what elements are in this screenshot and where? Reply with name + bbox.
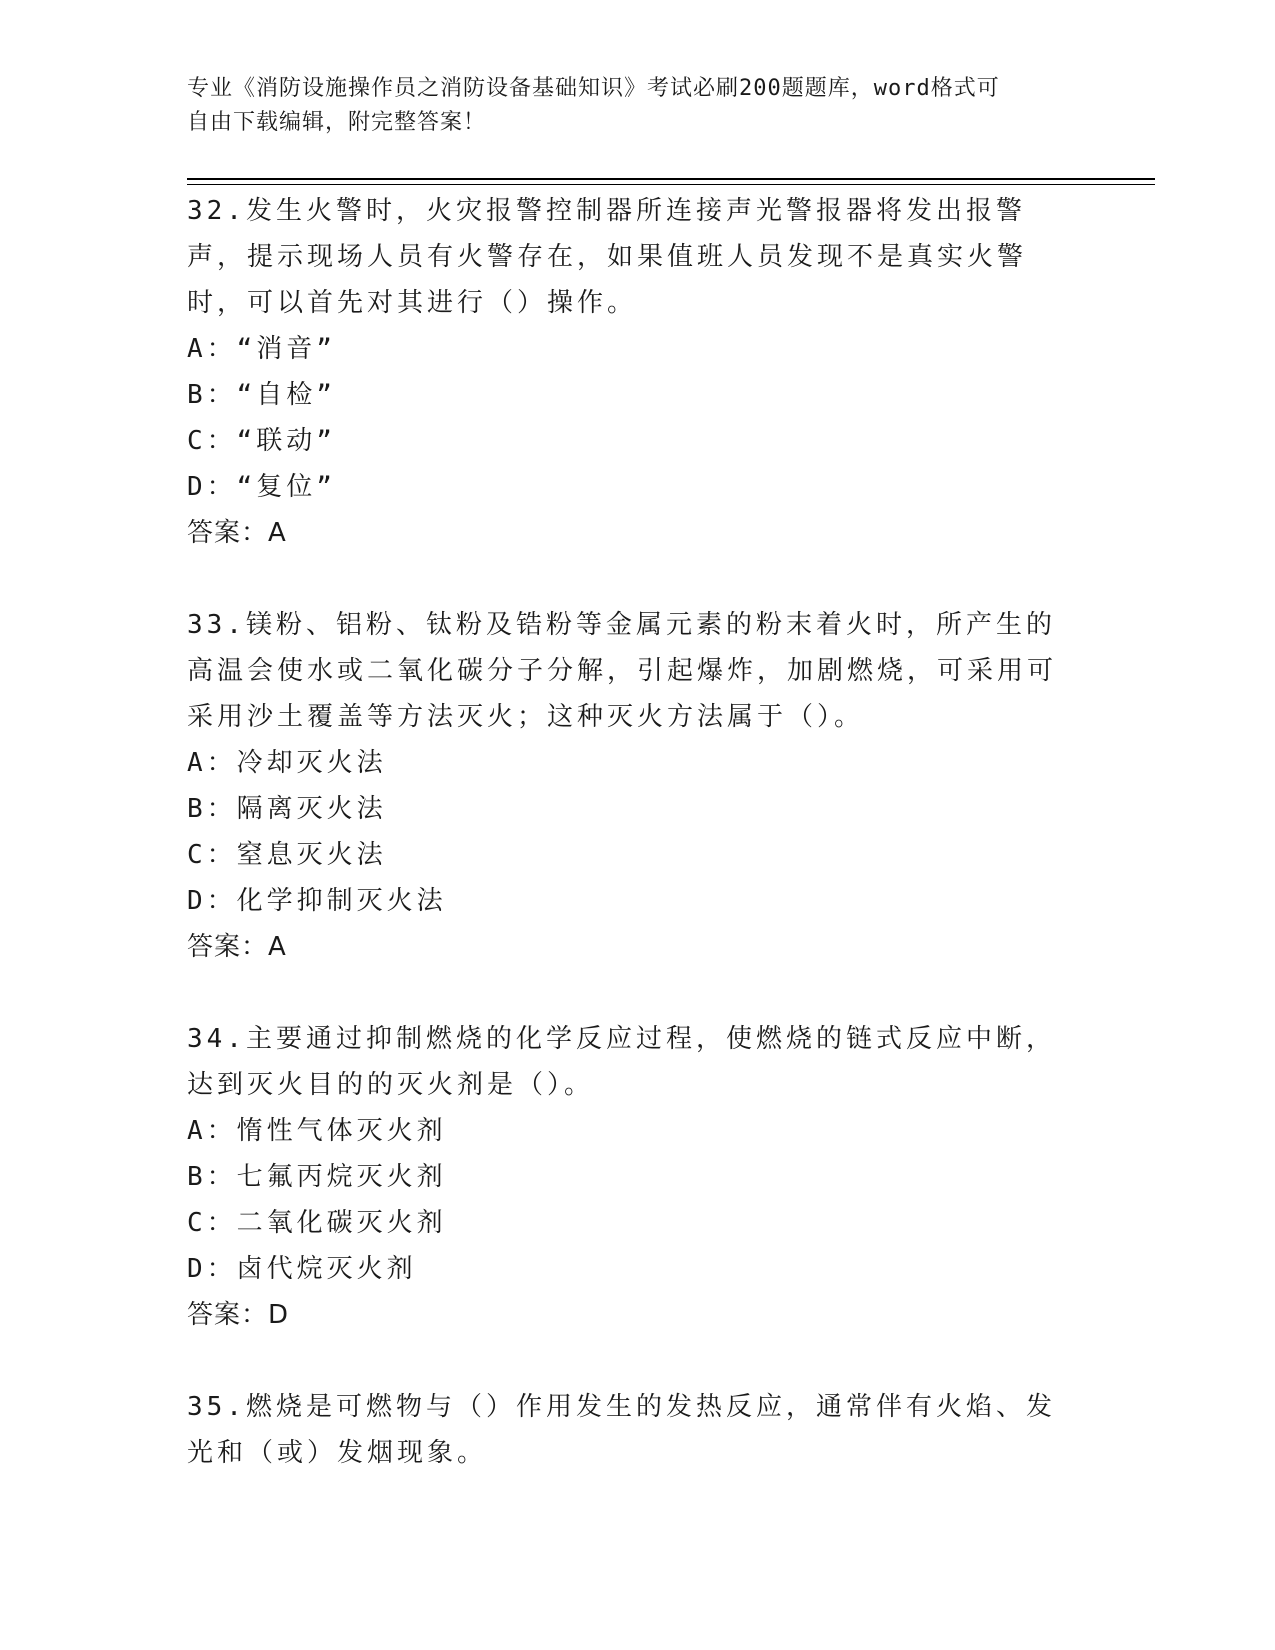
option-a: A：冷却灭火法 bbox=[187, 748, 387, 778]
answer: 答案：A bbox=[187, 518, 287, 548]
option-b: B：隔离灭火法 bbox=[187, 794, 387, 824]
question-stem: 32.发生火警时，火灾报警控制器所连接声光警报器将发出报警声，提示现场人员有火警存在，如果值班人员发现不是真实火警时，可以首先对其进行（）操作。 bbox=[187, 196, 1028, 318]
answer: 答案：A bbox=[187, 932, 287, 962]
question-35 bbox=[187, 1384, 1077, 1476]
question-stem: 35.燃烧是可燃物与（）作用发生的发热反应，通常伴有火焰、发光和（或）发烟现象。 bbox=[187, 1392, 1056, 1468]
question-34 bbox=[187, 1016, 1077, 1384]
option-c: C：窒息灭火法 bbox=[187, 840, 387, 870]
header-divider-thick bbox=[187, 178, 1155, 180]
option-d: D：卤代烷灭火剂 bbox=[187, 1254, 417, 1284]
option-a: A：惰性气体灭火剂 bbox=[187, 1116, 447, 1146]
option-b: B：“自检” bbox=[187, 380, 336, 410]
question-list bbox=[187, 188, 1077, 1476]
header-line-2: 自由下载编辑，附完整答案！ bbox=[187, 110, 487, 135]
question-32 bbox=[187, 188, 1077, 602]
option-c: C：“联动” bbox=[187, 426, 336, 456]
question-stem: 34.主要通过抑制燃烧的化学反应过程，使燃烧的链式反应中断，达到灭火目的的灭火剂是（）。 bbox=[187, 1024, 1056, 1100]
document-header bbox=[187, 72, 1087, 140]
header-divider-thin bbox=[187, 184, 1155, 185]
option-d: D：“复位” bbox=[187, 472, 336, 502]
question-33 bbox=[187, 602, 1077, 1016]
header-line-1: 专业《消防设施操作员之消防设备基础知识》考试必刷200题题库，word格式可 bbox=[187, 76, 1000, 101]
question-stem: 33.镁粉、铝粉、钛粉及锆粉等金属元素的粉末着火时，所产生的高温会使水或二氧化碳分子分解，引起爆炸，加剧燃烧，可采用可采用沙土覆盖等方法灭火；这种灭火方法属于（）。 bbox=[187, 610, 1058, 732]
answer: 答案：D bbox=[187, 1300, 290, 1330]
option-c: C：二氧化碳灭火剂 bbox=[187, 1208, 447, 1238]
option-b: B：七氟丙烷灭火剂 bbox=[187, 1162, 447, 1192]
option-a: A：“消音” bbox=[187, 334, 336, 364]
option-d: D：化学抑制灭火法 bbox=[187, 886, 447, 916]
